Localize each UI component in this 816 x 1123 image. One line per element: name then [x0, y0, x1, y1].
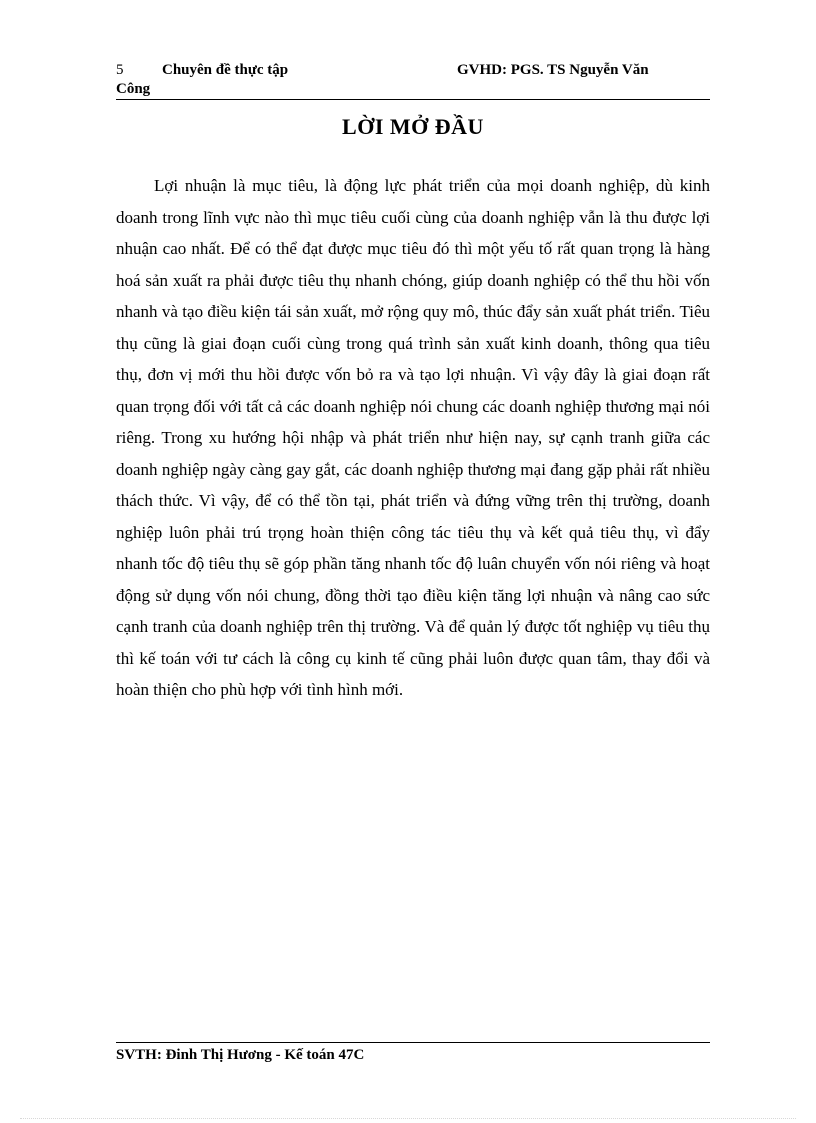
- header-title: Chuyên đề thực tập: [162, 62, 289, 78]
- header-rule: [116, 99, 710, 100]
- page-header: [116, 60, 710, 100]
- footer-rule: [116, 1042, 710, 1043]
- page-footer: SVTH: Đinh Thị Hương - Kế toán 47C: [116, 1047, 365, 1063]
- header-advisor: GVHD: PGS. TS Nguyễn Văn: [457, 62, 649, 78]
- header-advisor-continued: Công: [116, 81, 151, 97]
- page-title: LỜI MỞ ĐẦU: [342, 114, 484, 139]
- body-paragraph: Lợi nhuận là mục tiêu, là động lực phát triển của mọi doanh nghiệp, dù kinh doanh trong lĩnh vực nào thì mục tiêu cuối cùng của doanh nghiệp vẫn là thu được lợi nhuận cao nhất. Để có thể đạt được mục tiêu đó thì một yếu tố rất quan trọng là hàng hoá sản xuất ra phải được tiêu thụ nhanh chóng, giúp doanh nghiệp có thể thu hồi vốn nhanh và tạo điều kiện tái sản xuất, mở rộng quy mô, thúc đẩy sản xuất phát triển. Tiêu thụ cũng là giai đoạn cuối cùng trong quá trình sản xuất kinh doanh, thông qua tiêu thụ, đơn vị mới thu hồi được vốn bỏ ra và tạo lợi nhuận. Vì vậy đây là giai đoạn rất quan trọng đối với tất cả các doanh nghiệp nói chung các doanh nghiệp thương mại nói riêng. Trong xu hướng hội nhập và phát triển như hiện nay, sự cạnh tranh giữa các doanh nghiệp ngày càng gay gắt, các doanh nghiệp thương mại đang gặp phải rất nhiều thách thức. Vì vậy, để có thể tồn tại, phát triển và đứng vững trên thị trường, doanh nghiệp luôn phải trú trọng hoàn thiện công tác tiêu thụ và kết quả tiêu thụ, vì đẩy nhanh tốc độ tiêu thụ sẽ góp phần tăng nhanh tốc độ luân chuyển vốn nói riêng và hoạt động sử dụng vốn nói chung, đồng thời tạo điều kiện tăng lợi nhuận và nâng cao sức cạnh tranh của doanh nghiệp trên thị trường. Và để quản lý được tốt nghiệp vụ tiêu thụ thì kế toán với tư cách là công cụ kinh tế cũng phải luôn được quan tâm, thay đổi và hoàn thiện cho phù hợp với tình hình mới.: [116, 176, 710, 699]
- page-edge-divider: [20, 1118, 796, 1119]
- page-number: 5: [116, 62, 124, 78]
